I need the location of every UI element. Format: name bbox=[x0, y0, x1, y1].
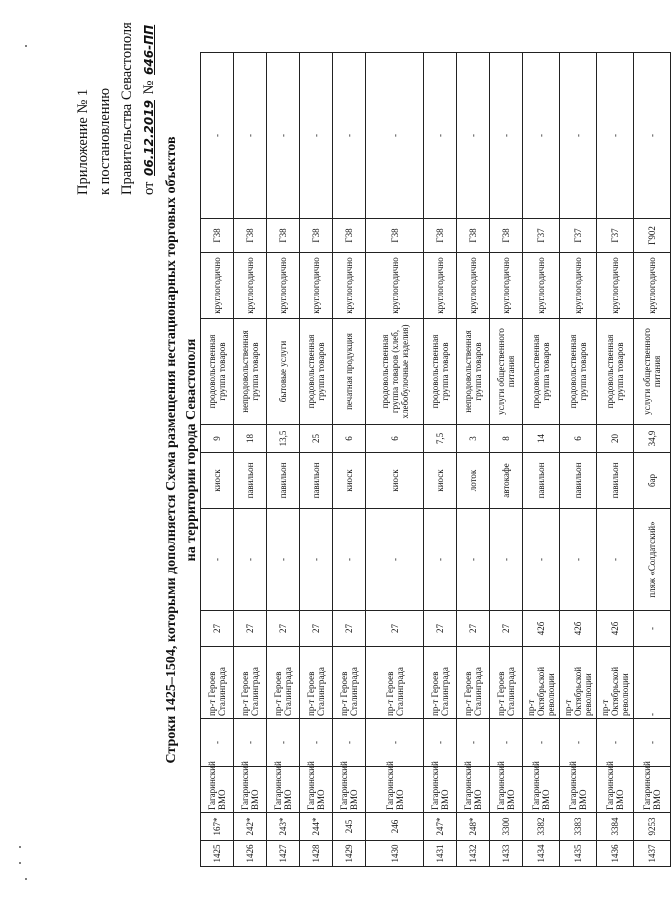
cell-period: круглогодично bbox=[457, 253, 490, 319]
cell-object-type: павильон bbox=[597, 453, 634, 509]
cell-object-number: 9253 bbox=[634, 813, 671, 841]
cell-street: пр-т Героев Сталинграда bbox=[366, 647, 424, 719]
table-row bbox=[457, 53, 490, 867]
cell-note: - bbox=[523, 53, 560, 219]
cell-street: пр-т Героев Сталинграда bbox=[234, 647, 267, 719]
cell-row-number: 1437 bbox=[634, 841, 671, 867]
cell-landmark: - bbox=[234, 509, 267, 611]
cell-district: Гагаринский ВМО bbox=[201, 767, 234, 813]
cell-specialization: услуги общественного питания bbox=[490, 319, 523, 425]
cell-house-number: 27 bbox=[457, 611, 490, 647]
cell-district: Гагаринский ВМО bbox=[634, 767, 671, 813]
header-date-line bbox=[138, 5, 160, 195]
table-row bbox=[267, 53, 300, 867]
cell-col-empty: - bbox=[201, 719, 234, 767]
cell-district: Гагаринский ВМО bbox=[424, 767, 457, 813]
cell-row-number: 1428 bbox=[300, 841, 333, 867]
table-row bbox=[366, 53, 424, 867]
cell-district: Гагаринский ВМО bbox=[267, 767, 300, 813]
cell-object-type: киоск bbox=[366, 453, 424, 509]
cell-house-number: 27 bbox=[300, 611, 333, 647]
cell-col-empty: - bbox=[457, 719, 490, 767]
date-value: 06.12.2019 bbox=[142, 100, 156, 176]
cell-row-number: 1431 bbox=[424, 841, 457, 867]
cell-object-number: 248* bbox=[457, 813, 490, 841]
table-row bbox=[523, 53, 560, 867]
cell-note: - bbox=[201, 53, 234, 219]
title-line-1: Строки 1425–1504, которыми дополняется Схема размещения нестационарных торговых объектов bbox=[164, 136, 179, 764]
document-title bbox=[162, 55, 202, 845]
cell-col-empty: - bbox=[333, 719, 366, 767]
cell-period: круглогодично bbox=[234, 253, 267, 319]
cell-col-empty: - bbox=[300, 719, 333, 767]
cell-street: - bbox=[634, 647, 671, 719]
cell-map-ref: Г38 bbox=[267, 219, 300, 253]
scan-speck bbox=[19, 862, 21, 864]
cell-object-type: павильон bbox=[523, 453, 560, 509]
table-row bbox=[634, 53, 671, 867]
scan-speck bbox=[25, 878, 27, 880]
cell-note: - bbox=[560, 53, 597, 219]
cell-street: пр-т Героев Сталинграда bbox=[333, 647, 366, 719]
cell-specialization: продовольственная группа товаров bbox=[597, 319, 634, 425]
cell-object-number: 167* bbox=[201, 813, 234, 841]
cell-period: круглогодично bbox=[597, 253, 634, 319]
cell-object-number: 247* bbox=[424, 813, 457, 841]
cell-object-type: лоток bbox=[457, 453, 490, 509]
cell-row-number: 1425 bbox=[201, 841, 234, 867]
objects-table bbox=[200, 52, 671, 867]
scan-speck bbox=[19, 846, 21, 848]
cell-row-number: 1429 bbox=[333, 841, 366, 867]
cell-object-number: 245 bbox=[333, 813, 366, 841]
table-row bbox=[300, 53, 333, 867]
cell-district: Гагаринский ВМО bbox=[234, 767, 267, 813]
cell-street: пр-т Героев Сталинграда bbox=[300, 647, 333, 719]
cell-landmark: - bbox=[333, 509, 366, 611]
cell-specialization: продовольственная группа товаров bbox=[523, 319, 560, 425]
cell-note: - bbox=[267, 53, 300, 219]
scan-speck bbox=[25, 45, 27, 47]
cell-landmark: - bbox=[597, 509, 634, 611]
cell-area: 6 bbox=[560, 425, 597, 453]
cell-row-number: 1426 bbox=[234, 841, 267, 867]
cell-map-ref: Г38 bbox=[234, 219, 267, 253]
cell-period: круглогодично bbox=[560, 253, 597, 319]
cell-specialization: продовольственная группа товаров bbox=[560, 319, 597, 425]
cell-street: пр-т Героев Сталинграда bbox=[490, 647, 523, 719]
cell-street: пр-т Героев Сталинграда bbox=[201, 647, 234, 719]
cell-note: - bbox=[634, 53, 671, 219]
cell-specialization: продовольственная группа товаров bbox=[424, 319, 457, 425]
cell-map-ref: Г38 bbox=[366, 219, 424, 253]
cell-house-number: 42б bbox=[523, 611, 560, 647]
cell-col-empty: - bbox=[366, 719, 424, 767]
cell-landmark: - bbox=[523, 509, 560, 611]
cell-house-number: 27 bbox=[490, 611, 523, 647]
cell-area: 6 bbox=[366, 425, 424, 453]
cell-area: 18 bbox=[234, 425, 267, 453]
cell-specialization: печатная продукция bbox=[333, 319, 366, 425]
cell-col-empty: - bbox=[267, 719, 300, 767]
cell-note: - bbox=[424, 53, 457, 219]
cell-row-number: 1430 bbox=[366, 841, 424, 867]
cell-object-type: киоск bbox=[333, 453, 366, 509]
cell-landmark: - bbox=[424, 509, 457, 611]
cell-object-number: 3383 bbox=[560, 813, 597, 841]
cell-period: круглогодично bbox=[300, 253, 333, 319]
cell-map-ref: Г38 bbox=[333, 219, 366, 253]
cell-col-empty: - bbox=[634, 719, 671, 767]
cell-landmark: - bbox=[300, 509, 333, 611]
cell-house-number: 27 bbox=[267, 611, 300, 647]
table-row bbox=[333, 53, 366, 867]
cell-district: Гагаринский ВМО bbox=[490, 767, 523, 813]
table-row bbox=[560, 53, 597, 867]
cell-house-number: 27 bbox=[333, 611, 366, 647]
cell-house-number: 27 bbox=[366, 611, 424, 647]
cell-house-number: 27 bbox=[201, 611, 234, 647]
cell-house-number: - bbox=[634, 611, 671, 647]
number-prefix: № bbox=[141, 80, 157, 95]
cell-period: круглогодично bbox=[424, 253, 457, 319]
cell-street: пр-т Октябрьской революции bbox=[523, 647, 560, 719]
cell-row-number: 1432 bbox=[457, 841, 490, 867]
cell-object-type: павильон bbox=[234, 453, 267, 509]
cell-district: Гагаринский ВМО bbox=[597, 767, 634, 813]
cell-area: 8 bbox=[490, 425, 523, 453]
cell-object-type: бар bbox=[634, 453, 671, 509]
header-line-3: Правительства Севастополя bbox=[119, 22, 135, 195]
cell-specialization: продовольственная группа товаров bbox=[300, 319, 333, 425]
cell-specialization: продовольственная группа товаров (хлеб, хлебобулочные изделия) bbox=[366, 319, 424, 425]
cell-col-empty: - bbox=[424, 719, 457, 767]
cell-object-number: 3300 bbox=[490, 813, 523, 841]
cell-map-ref: Г902 bbox=[634, 219, 671, 253]
cell-district: Гагаринский ВМО bbox=[366, 767, 424, 813]
cell-area: 20 bbox=[597, 425, 634, 453]
cell-col-empty: - bbox=[523, 719, 560, 767]
cell-object-type: киоск bbox=[424, 453, 457, 509]
cell-note: - bbox=[457, 53, 490, 219]
cell-map-ref: Г38 bbox=[490, 219, 523, 253]
cell-object-type: павильон bbox=[560, 453, 597, 509]
cell-object-number: 246 bbox=[366, 813, 424, 841]
cell-map-ref: Г38 bbox=[300, 219, 333, 253]
cell-landmark: пляж «Солдатский» bbox=[634, 509, 671, 611]
cell-district: Гагаринский ВМО bbox=[523, 767, 560, 813]
cell-map-ref: Г37 bbox=[523, 219, 560, 253]
cell-object-type: автокафе bbox=[490, 453, 523, 509]
cell-specialization: непродовольственная группа товаров bbox=[234, 319, 267, 425]
cell-area: 3 bbox=[457, 425, 490, 453]
cell-house-number: 27 bbox=[234, 611, 267, 647]
cell-row-number: 1434 bbox=[523, 841, 560, 867]
cell-col-empty: - bbox=[560, 719, 597, 767]
cell-row-number: 1433 bbox=[490, 841, 523, 867]
cell-house-number: 42б bbox=[597, 611, 634, 647]
cell-landmark: - bbox=[457, 509, 490, 611]
cell-period: круглогодично bbox=[490, 253, 523, 319]
cell-street: пр-т Октябрьской революции bbox=[597, 647, 634, 719]
table-row bbox=[424, 53, 457, 867]
number-value: 646-ПП bbox=[142, 24, 156, 75]
cell-col-empty: - bbox=[597, 719, 634, 767]
cell-specialization: непродовольственная группа товаров bbox=[457, 319, 490, 425]
cell-period: круглогодично bbox=[333, 253, 366, 319]
cell-area: 13,5 bbox=[267, 425, 300, 453]
cell-street: пр-т Октябрьской революции bbox=[560, 647, 597, 719]
cell-area: 7,5 bbox=[424, 425, 457, 453]
cell-map-ref: Г38 bbox=[424, 219, 457, 253]
cell-object-type: павильон bbox=[300, 453, 333, 509]
approval-header bbox=[72, 5, 160, 195]
cell-note: - bbox=[300, 53, 333, 219]
cell-street: пр-т Героев Сталинграда bbox=[457, 647, 490, 719]
cell-district: Гагаринский ВМО bbox=[333, 767, 366, 813]
date-prefix: от bbox=[141, 181, 157, 195]
cell-map-ref: Г38 bbox=[457, 219, 490, 253]
cell-row-number: 1435 bbox=[560, 841, 597, 867]
cell-landmark: - bbox=[560, 509, 597, 611]
cell-period: круглогодично bbox=[267, 253, 300, 319]
cell-object-type: киоск bbox=[201, 453, 234, 509]
cell-landmark: - bbox=[490, 509, 523, 611]
cell-landmark: - bbox=[267, 509, 300, 611]
cell-period: круглогодично bbox=[634, 253, 671, 319]
table-row bbox=[490, 53, 523, 867]
cell-landmark: - bbox=[201, 509, 234, 611]
table-row bbox=[234, 53, 267, 867]
cell-area: 25 bbox=[300, 425, 333, 453]
table-row bbox=[597, 53, 634, 867]
title-line-2: на территории города Севастополя bbox=[184, 338, 199, 562]
cell-map-ref: Г38 bbox=[201, 219, 234, 253]
cell-note: - bbox=[490, 53, 523, 219]
cell-house-number: 27 bbox=[424, 611, 457, 647]
cell-street: пр-т Героев Сталинграда bbox=[424, 647, 457, 719]
cell-period: круглогодично bbox=[366, 253, 424, 319]
cell-area: 14 bbox=[523, 425, 560, 453]
cell-period: круглогодично bbox=[201, 253, 234, 319]
cell-object-number: 3384 bbox=[597, 813, 634, 841]
cell-object-number: 244* bbox=[300, 813, 333, 841]
cell-specialization: услуги общественного питания bbox=[634, 319, 671, 425]
cell-period: круглогодично bbox=[523, 253, 560, 319]
cell-specialization: бытовые услуги bbox=[267, 319, 300, 425]
cell-note: - bbox=[597, 53, 634, 219]
cell-row-number: 1436 bbox=[597, 841, 634, 867]
cell-col-empty: - bbox=[234, 719, 267, 767]
cell-area: 9 bbox=[201, 425, 234, 453]
cell-district: Гагаринский ВМО bbox=[457, 767, 490, 813]
cell-area: 6 bbox=[333, 425, 366, 453]
table-row bbox=[201, 53, 234, 867]
cell-object-type: павильон bbox=[267, 453, 300, 509]
cell-note: - bbox=[234, 53, 267, 219]
cell-district: Гагаринский ВМО bbox=[300, 767, 333, 813]
cell-col-empty: - bbox=[490, 719, 523, 767]
cell-district: Гагаринский ВМО bbox=[560, 767, 597, 813]
cell-row-number: 1427 bbox=[267, 841, 300, 867]
header-line-2: к постановлению bbox=[97, 87, 113, 195]
cell-area: 34,9 bbox=[634, 425, 671, 453]
cell-house-number: 42б bbox=[560, 611, 597, 647]
cell-street: пр-т Героев Сталинграда bbox=[267, 647, 300, 719]
cell-object-number: 3382 bbox=[523, 813, 560, 841]
cell-object-number: 242* bbox=[234, 813, 267, 841]
cell-map-ref: Г37 bbox=[560, 219, 597, 253]
cell-object-number: 243* bbox=[267, 813, 300, 841]
cell-note: - bbox=[366, 53, 424, 219]
header-line-1: Приложение № 1 bbox=[75, 88, 91, 195]
cell-map-ref: Г37 bbox=[597, 219, 634, 253]
cell-note: - bbox=[333, 53, 366, 219]
cell-specialization: продовольственная группа товаров bbox=[201, 319, 234, 425]
cell-landmark: - bbox=[366, 509, 424, 611]
